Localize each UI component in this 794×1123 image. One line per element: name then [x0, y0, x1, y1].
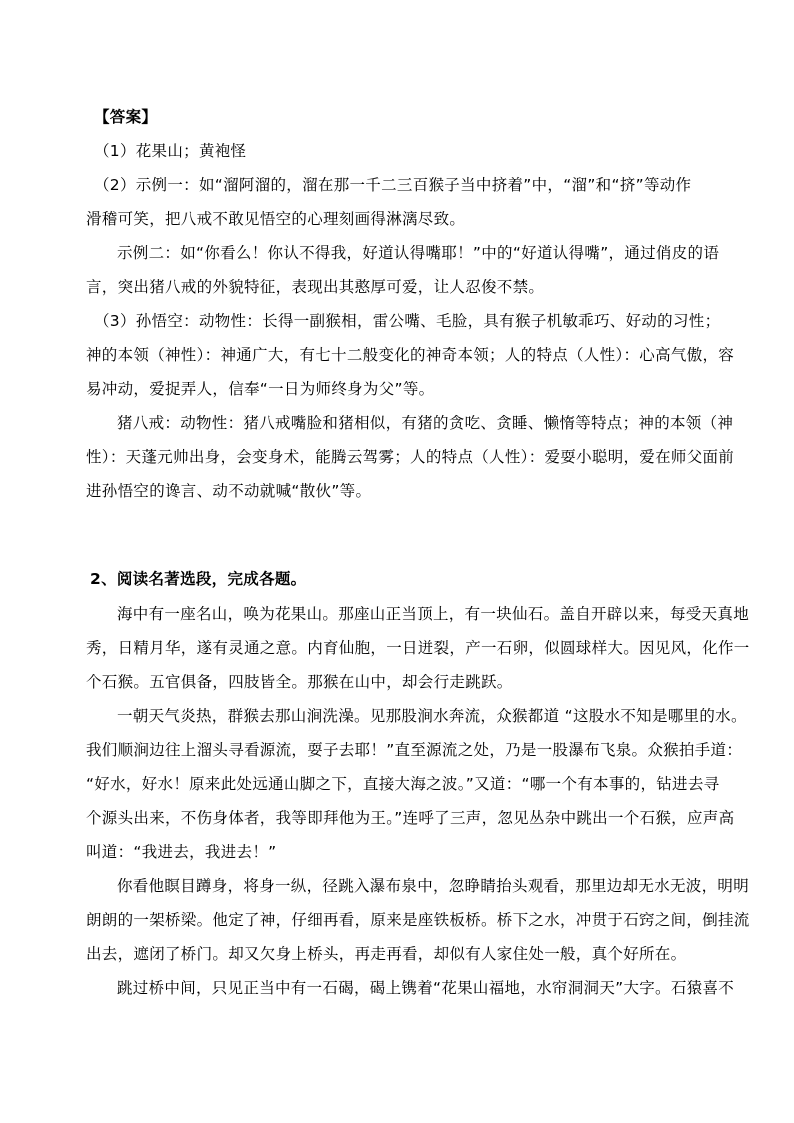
passage-p2-line-2: 我们顺涧边往上溜头寻看源流，耍子去耶！”直至源流之处，乃是一股瀑布飞泉。众猴拍手道：	[86, 741, 743, 759]
passage-p2-line-5: 叫道：“我进去，我进去！”	[86, 843, 277, 861]
passage-p1-line-3: 个石猴。五官俱备，四肢皆全。那猴在山中，却会行走跳跃。	[86, 673, 513, 691]
answer-q3-line-3: 易冲动，爱捉弄人，信奉“一日为师终身为父”等。	[86, 380, 435, 398]
answer-q3-line-2: 神的本领（神性）：神通广大，有七十二般变化的神奇本领；人的特点（人性）：心高气傲，容	[86, 346, 735, 364]
passage-p3-line-3: 出去，遮闭了桥门。却又欠身上桥头，再走再看，却似有人家住处一般，真个好所在。	[86, 945, 687, 963]
answer-q3-line-1: （3）孙悟空：动物性：长得一副猴相，雷公嘴、毛脸，具有猴子机敏乖巧、好动的习性；	[94, 312, 721, 330]
answer-bajie-line-1: 猪八戒：动物性：猪八戒嘴脸和猪相似，有猪的贪吃、贪睡、懒惰等特点；神的本领（神	[117, 414, 734, 432]
answer-bajie-line-2: 性）：天蓬元帅出身，会变身术，能腾云驾雾；人的特点（人性）：爱耍小聪明，爱在师父面前	[86, 448, 735, 466]
answer-q2-example2-line-2: 言，突出猪八戒的外貌特征，表现出其憨厚可爱，让人忍俊不禁。	[86, 278, 545, 296]
question2-heading: 2、阅读名著选段，完成各题。	[90, 570, 307, 588]
answer-q1: （1）花果山；黄袍怪	[94, 142, 247, 160]
passage-p1-line-2: 秀，日精月华，遂有灵通之意。内育仙胞，一日迸裂，产一石卵，似圆球样大。因见风，化作一	[86, 639, 750, 657]
answer-q2-line-2: 滑稽可笑，把八戒不敢见悟空的心理刻画得淋漓尽致。	[86, 210, 466, 228]
passage-p3-line-1: 你看他瞑目蹲身，将身一纵，径跳入瀑布泉中，忽睁睛抬头观看，那里边却无水无波，明明	[117, 877, 750, 895]
passage-p3-line-2: 朗朗的一架桥梁。他定了神，仔细再看，原来是座铁板桥。桥下之水，冲贯于石窍之间，倒挂流	[86, 911, 750, 929]
passage-p1-line-1: 海中有一座名山，唤为花果山。那座山正当顶上，有一块仙石。盖自开辟以来，每受天真地	[117, 605, 750, 623]
passage-p4-line-1: 跳过桥中间，只见正当中有一石碣，碣上镌着“花果山福地，水帘洞洞天”大字。石猿喜不	[117, 979, 735, 997]
answer-bajie-line-3: 进孙悟空的谗言、动不动就喊“散伙”等。	[86, 482, 372, 500]
passage-p2-line-3: “好水，好水！原来此处远通山脚之下，直接大海之波。”又道：“哪一个有本事的，钻进去寻	[86, 775, 720, 793]
answer-q2-line-1: （2）示例一：如“溜阿溜的，溜在那一千二三百猴子当中挤着”中，“溜”和“挤”等动作	[94, 176, 692, 194]
passage-p2-line-1: 一朝天气炎热，群猴去那山涧洗澡。见那股涧水奔流，众猴都道 “这股水不知是哪里的水。	[117, 707, 747, 725]
passage-p2-line-4: 个源头出来，不伤身体者，我等即拜他为王。”连呼了三声，忽见丛杂中跳出一个石猴，应声高	[86, 809, 735, 827]
answer-q2-example2-line-1: 示例二：如“你看么！你认不得我，好道认得嘴耶！”中的“好道认得嘴”，通过俏皮的语	[117, 244, 720, 262]
answer-heading: 【答案】	[94, 108, 158, 126]
